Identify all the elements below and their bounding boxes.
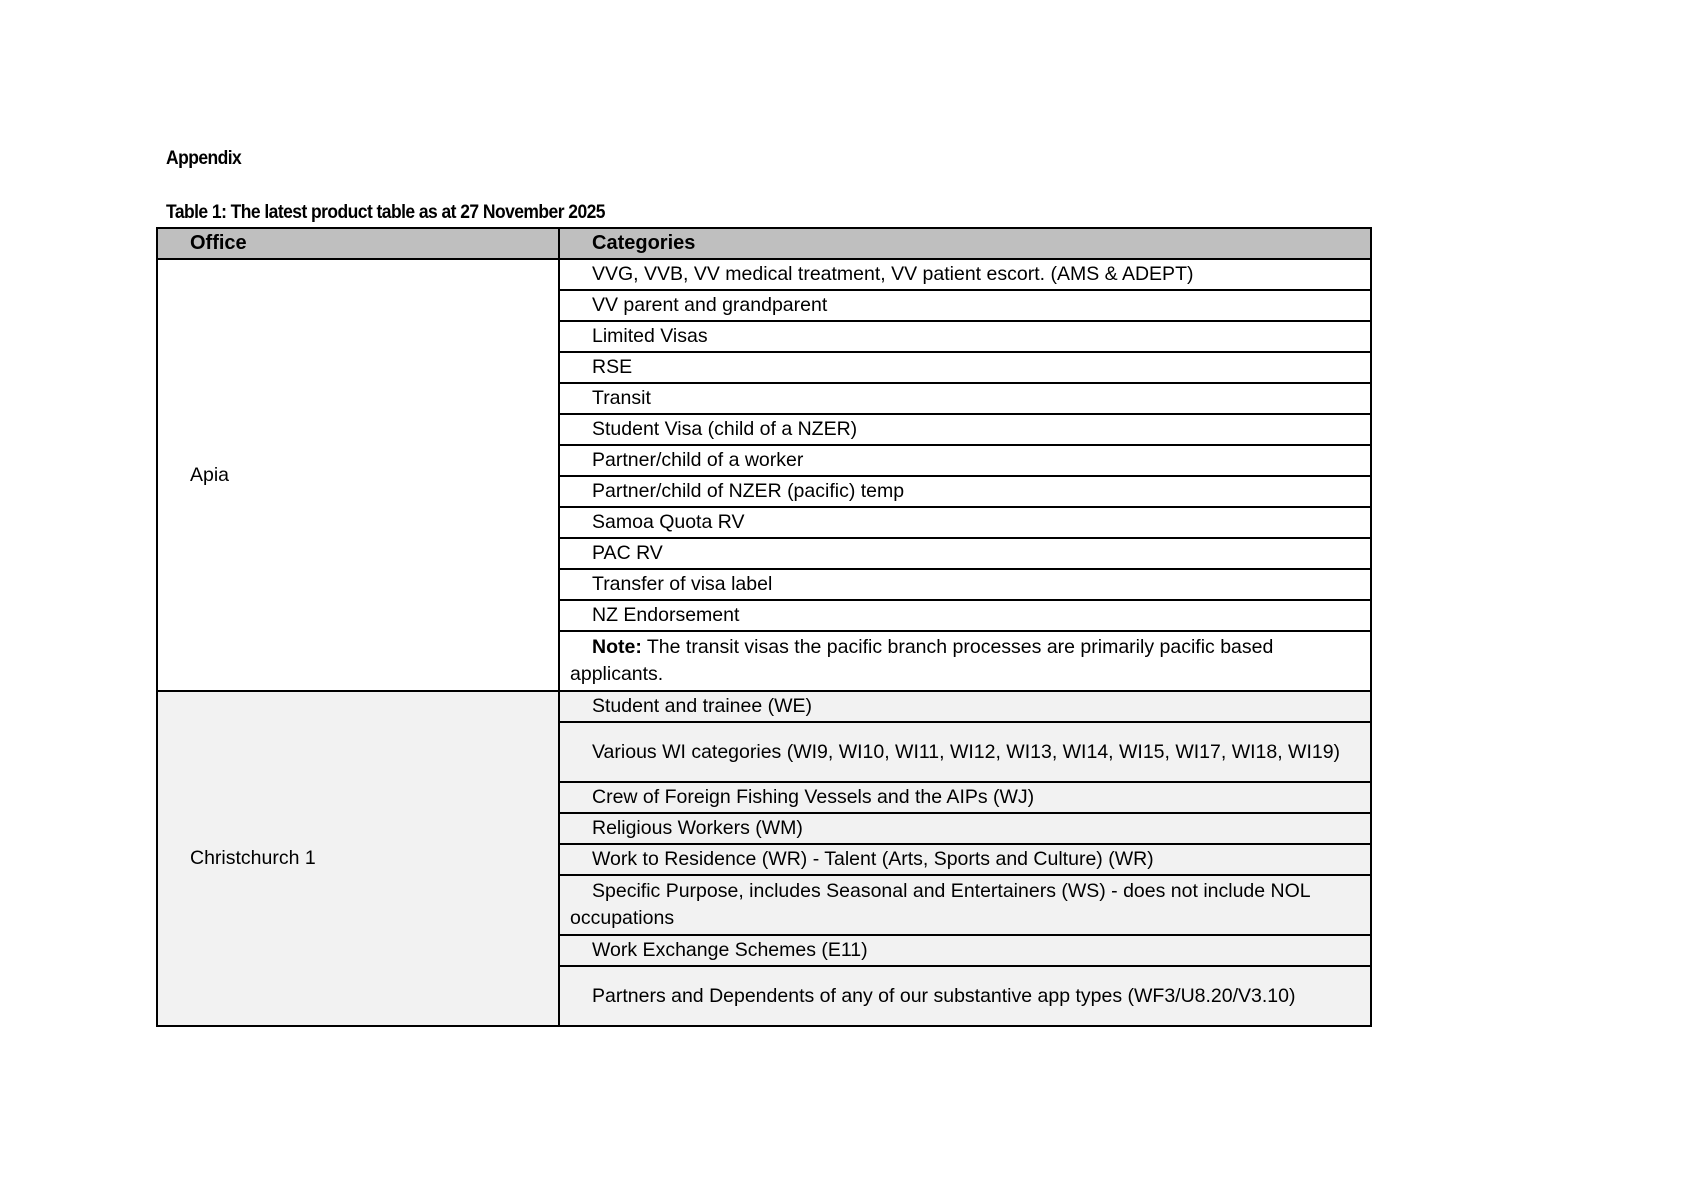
category-cell: Student Visa (child of a NZER): [559, 414, 1371, 445]
office-cell: Christchurch 1: [157, 691, 559, 1026]
category-cell: Transfer of visa label: [559, 569, 1371, 600]
appendix-heading: Appendix: [166, 148, 242, 169]
note-label: Note:: [592, 636, 642, 658]
category-cell: Transit: [559, 383, 1371, 414]
category-cell: Partner/child of a worker: [559, 445, 1371, 476]
category-cell: Samoa Quota RV: [559, 507, 1371, 538]
category-cell: Various WI categories (WI9, WI10, WI11, WI12, WI13, WI14, WI15, WI17, WI18, WI19): [559, 722, 1371, 782]
table-row: [157, 691, 1371, 722]
office-cell: Apia: [157, 259, 559, 691]
header-categories: Categories: [559, 228, 1371, 259]
table-caption: Table 1: The latest product table as at 27 November 2025: [166, 202, 605, 223]
category-cell: VVG, VVB, VV medical treatment, VV patient escort. (AMS & ADEPT): [559, 259, 1371, 290]
category-cell: NZ Endorsement: [559, 600, 1371, 631]
category-cell: Religious Workers (WM): [559, 813, 1371, 844]
note-cell: [559, 631, 1371, 691]
table-row: [157, 259, 1371, 290]
note-text: The transit visas the pacific branch processes are primarily pacific based applicants.: [570, 636, 1274, 685]
category-cell: PAC RV: [559, 538, 1371, 569]
category-cell: RSE: [559, 352, 1371, 383]
table-header-row: [157, 228, 1371, 259]
category-cell: Work Exchange Schemes (E11): [559, 935, 1371, 966]
category-cell: Limited Visas: [559, 321, 1371, 352]
category-cell: Crew of Foreign Fishing Vessels and the AIPs (WJ): [559, 782, 1371, 813]
category-cell: VV parent and grandparent: [559, 290, 1371, 321]
category-cell: Student and trainee (WE): [559, 691, 1371, 722]
header-office: Office: [157, 228, 559, 259]
category-cell: Work to Residence (WR) - Talent (Arts, Sports and Culture) (WR): [559, 844, 1371, 875]
category-cell: Specific Purpose, includes Seasonal and Entertainers (WS) - does not include NOL occupations: [559, 875, 1371, 935]
category-cell: Partners and Dependents of any of our substantive app types (WF3/U8.20/V3.10): [559, 966, 1371, 1026]
category-cell: Partner/child of NZER (pacific) temp: [559, 476, 1371, 507]
product-table: [156, 227, 1372, 1027]
